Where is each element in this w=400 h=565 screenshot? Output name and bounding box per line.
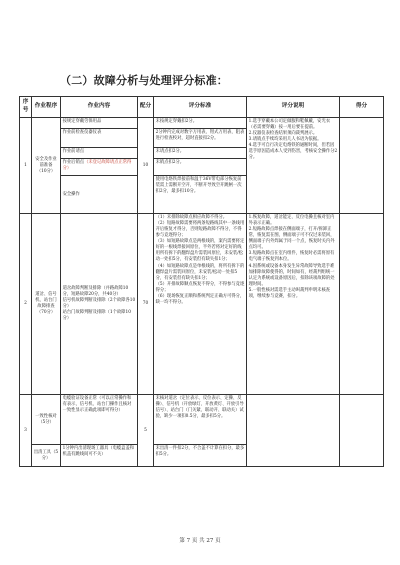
procedure-cell: 一致性核对（5分） [32, 395, 61, 445]
header-cell: 评分标准 [154, 97, 247, 118]
row-number: 3 [20, 395, 32, 467]
content-cell: 按规定穿戴劳保用品 [61, 118, 138, 129]
points-cell: 10 [138, 118, 154, 214]
score-cell [340, 118, 384, 214]
notes-cell [247, 118, 340, 214]
header-cell: 评分说明 [247, 97, 340, 118]
content-cell: 1分钟内出清现场工器具（电缆盒盖和机盖有跳线间可不关） [61, 445, 138, 467]
content-cell [61, 159, 138, 176]
table-header-row [20, 97, 384, 118]
header-cell: 作业程序 [32, 97, 61, 118]
criteria-cell: 未请点扣2分。 [154, 148, 247, 159]
notes-cell: 1.恢复故障，道岔能定、反位电操且核对室内外表示正确。 2.短路故障点焊接在侧面端子，打开/拆卸正常，恢复需在图，侧面端子可不仅过来装回，侧面端子内外焊属于同一个点，恢复时关内外点均可。 3.短路故障点在室内组件，恢复时必需将原有电气端子恢复到本位。 4.因系统或设备本身发生异常故障导致选手难加排除故障使得的，时间如有，经裁判组统一认定为系统或设备原因后，扣除该项故障的处理时间。 5.一般性核对需选手主动叫裁判申明未核查项，继续参与竞赛，扣分。 [247, 214, 340, 395]
section-heading: （二）故障分析与处理评分标准： [60, 74, 228, 87]
criteria-cell: 使用电烙铁焊接前和温于36V带电部分恢复前装需上需断开空开，不断开导致空开跳闸一次扣2分，最多扣10分。 [154, 176, 247, 214]
header-cell: 得分 [340, 97, 384, 118]
criteria-cell: 未销点扣2分。 [154, 159, 247, 176]
row-number: 1 [20, 118, 32, 214]
content-cell: 道岔故障判断及排除（并路故障10分，短路故障20分，共40分） 信号机故障判断及排除（2个故障各10分） 站台门故障判断及排除（1个故障10分） [61, 214, 138, 395]
procedure-cell: 出清工具（5分） [32, 445, 61, 467]
content-cell: 安全操作 [61, 176, 138, 214]
header-cell: 作业内容 [61, 97, 138, 118]
criteria-cell: 2分钟内完成对数字万用表、钳式万用表、阻表进行检查校对，超时直接扣2分。 [154, 129, 247, 148]
table-row [20, 118, 384, 129]
note-text: 2.仪器仪表检查结果须向裁判展示。 [248, 130, 318, 136]
notes-cell [247, 395, 340, 467]
criteria-cell: 未按规定穿戴扣2分。 [154, 118, 247, 129]
note-text: 4.选手可自行决定电烙铁的通断时间，但若因选手原因造成本人受到伤害，考核安全操作分2分。 [248, 143, 338, 161]
content-cell: 电缆验证设备正常（可以正常操作和有表示，信号机、站台门操作且核对一致性显示正确此项即可得分） [61, 395, 138, 445]
criteria-cell: 未核对道岔（定位表示、反位表示、定操、反操）、信号机（开放绿灯、开放黄灯、开放引导信号）、站台门（门关紧、联动开、联动关）试验，缺少一项扣0.5分，最多扣5分。 [154, 395, 247, 445]
procedure-cell: 道岔、信号机、站台门故障排查 （70分） [32, 214, 61, 395]
criteria-cell: 未出清一件扣2分，不合盖不计算在扣分，最多扣5分。 [154, 445, 247, 467]
table-row [20, 395, 384, 445]
table-row [20, 214, 384, 395]
row-number: 2 [20, 214, 32, 395]
points-cell: 5 [138, 395, 154, 467]
score-cell [340, 214, 384, 395]
points-cell: 70 [138, 214, 154, 395]
header-cell: 序号 [20, 97, 32, 118]
content-cell: 作业前检查仪器仪表 [61, 129, 138, 148]
header-cell: 配分 [138, 97, 154, 118]
procedure-cell: 安全及作业前准备 （10分） [32, 118, 61, 214]
content-cell: 作业前请点 [61, 148, 138, 159]
note-text: 3.请销点手续均采用几人书语为依据。 [248, 137, 322, 143]
note-text: 1.选手穿戴本公司定做服和鞋佩戴，安光衣（必需要穿戴）按一用后要在提前。 [248, 118, 331, 130]
scoring-table [19, 96, 384, 467]
page-number: 第 7 页 共 27 页 [179, 538, 221, 544]
score-cell [340, 395, 384, 467]
red-note: （未登记故障请点正常得分） [62, 159, 132, 171]
criteria-cell: （1）未排除故障点相应故障不得分。 （2）短路故障需要将两条短路线其中一条线用开后恢复才得分，否则短路故障不得分，不得参与竞逐得分； （3）如短路故障点是两根线的，案内需要将定好的一根线焊接回原位，半外若将对定好的线用所有拆下的翻焊盘片需装回原位，未安装/松动一处扣5分，有安装但有缺失扣1分； （4）如短路故障点是单根线的，将所有拆下的翻焊盘片需装回原位，未安装/松动一处扣5分，有安装但有缺失扣1分； （5）开排故障顺点恢复不得分，不得参与竞逐得分； （6）现场恢复正顺和系统判定正确方可得分，缺一均不得分。 [154, 214, 247, 395]
content-text: 作业后销点 [62, 159, 85, 165]
